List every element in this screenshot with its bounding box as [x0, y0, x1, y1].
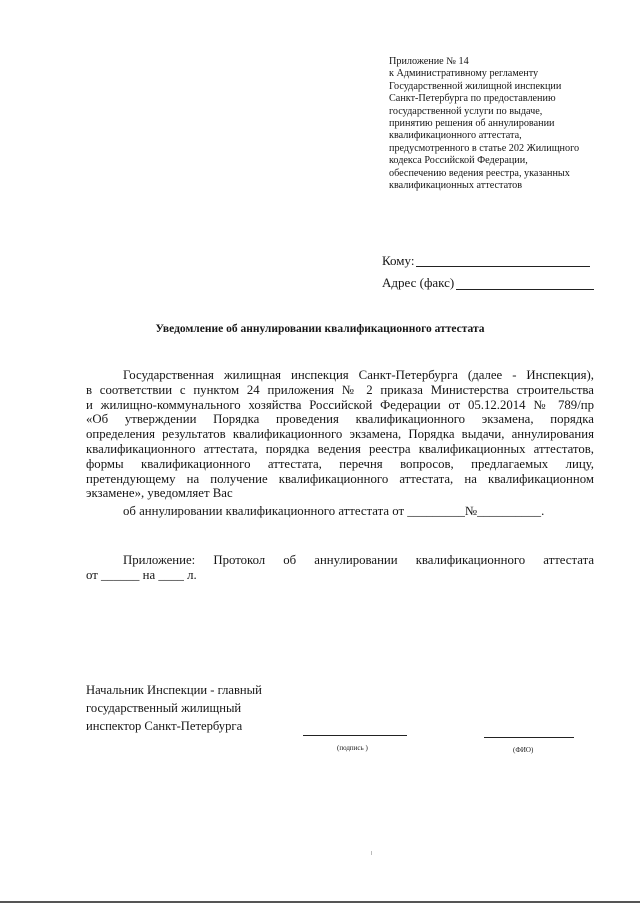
body-line: определения результатов квалификационного экзамена, Порядка выдачи, аннулирования: [86, 427, 594, 442]
annulment-notice-line: об аннулировании квалификационного аттестата от _________№__________.: [123, 504, 545, 519]
appendix-header: [389, 56, 579, 192]
signature-caption: (подпись ): [337, 744, 368, 752]
page-bottom-edge: [0, 901, 640, 903]
recipient-address-field[interactable]: [456, 289, 594, 290]
appendix-line: Санкт-Петербурга по предоставлению: [389, 93, 556, 105]
notice-body: [86, 368, 594, 519]
signature-field[interactable]: [303, 735, 407, 736]
appendix-line: Приложение № 14: [389, 56, 469, 67]
appendix-line: квалификационного аттестата,: [389, 130, 522, 142]
body-line: Государственная жилищная инспекция Санкт-Петербурга (далее - Инспекция),: [123, 368, 594, 382]
signatory-line: Начальник Инспекции - главный: [86, 683, 262, 697]
appendix-line: предусмотренного в статье 202 Жилищного: [389, 142, 580, 154]
body-last-line: экзамене», уведомляет Вас: [86, 486, 233, 501]
signatory-line: государственный жилищный: [86, 701, 242, 715]
appendix-line: кодекса Российской Федерации,: [389, 155, 528, 167]
body-line: в соответствии с пунктом 24 приложения № 2 приказа Министерства строительства: [86, 382, 594, 397]
document-title: Уведомление об аннулировании квалификационного аттестата: [155, 323, 485, 335]
attachment-pages-line: от ______ на ____ л.: [86, 567, 197, 582]
full-name-field[interactable]: [484, 737, 574, 738]
appendix-line: Государственной жилищной инспекции: [389, 80, 562, 92]
attachment-block: [86, 553, 594, 583]
body-line: «Об утверждении Порядка проведения квалификационного экзамена, порядка: [86, 412, 594, 427]
recipient-to-field[interactable]: [416, 266, 590, 267]
attachment-line: Приложение: Протокол об аннулировании квалификационного аттестата: [123, 553, 594, 567]
scan-speck: [371, 851, 372, 855]
appendix-line: квалификационных аттестатов: [389, 180, 523, 192]
appendix-line: к Административному регламенту: [389, 68, 539, 80]
signatory-line: инспектор Санкт-Петербурга: [86, 719, 243, 733]
recipient-address-label: Адрес (факс): [382, 275, 455, 290]
appendix-line: принятию решения об аннулировании: [389, 118, 555, 130]
recipient-to-label: Кому:: [382, 253, 415, 268]
body-line: формы квалификационного аттестата, перечня вопросов, предлагаемых лицу,: [86, 456, 594, 471]
body-line: квалификационного аттестата, порядка ведения реестра квалификационных аттестатов,: [86, 441, 594, 456]
body-line: и жилищно-коммунального хозяйства Российской Федерации от 05.12.2014 № 789/пр: [86, 397, 594, 412]
full-name-caption: (ФИО): [513, 746, 534, 754]
appendix-line: обеспечению ведения реестра, указанных: [389, 167, 570, 179]
signatory-position: [86, 681, 262, 735]
appendix-line: государственной услуги по выдаче,: [389, 105, 543, 117]
body-line: претендующему на получение квалификационного аттестата, на квалификационном: [86, 471, 594, 486]
